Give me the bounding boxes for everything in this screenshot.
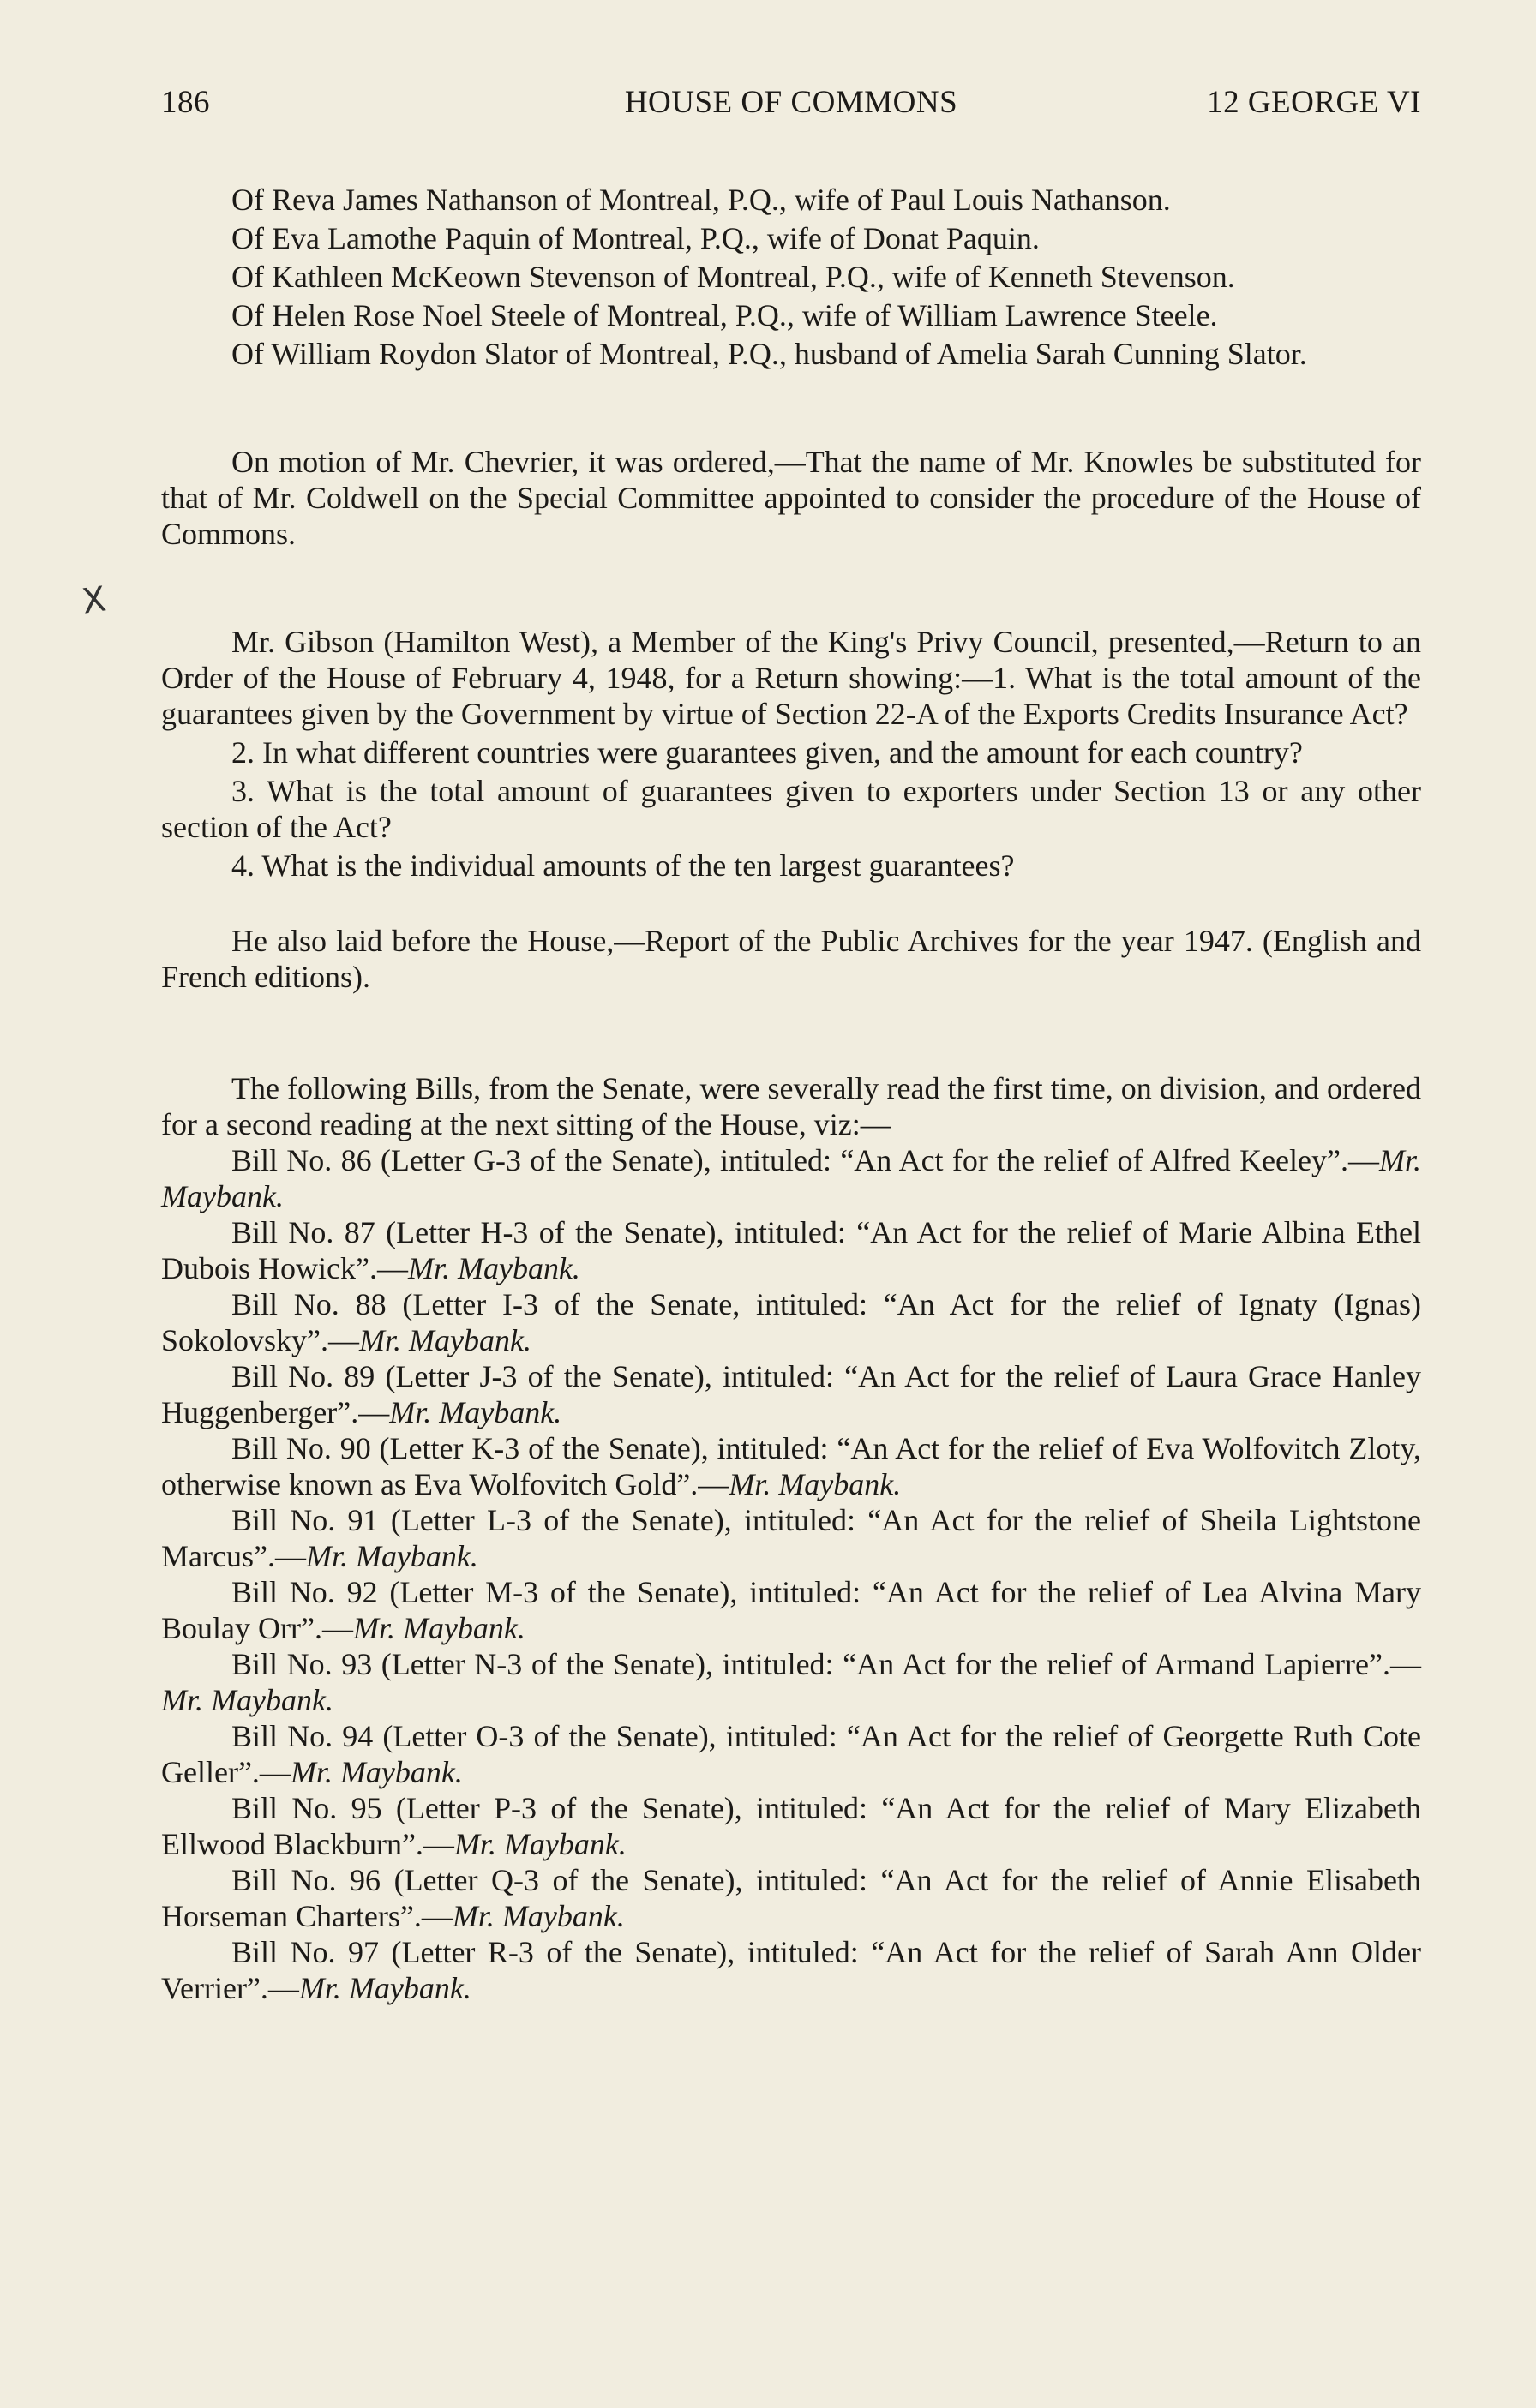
divorce-list — [161, 182, 1421, 372]
bill-text: Bill No. 96 (Letter Q-3 of the Senate), intituled: “An Act for the relief of Annie Elisabeth Horseman Charters”.— — [161, 1863, 1421, 1933]
bill-text: Bill No. 89 (Letter J-3 of the Senate), intituled: “An Act for the relief of Laura Grace Hanley Huggenberger”.— — [161, 1359, 1421, 1429]
bill-text: Bill No. 90 (Letter K-3 of the Senate), intituled: “An Act for the relief of Eva Wolfovitch Zloty, otherwise known as Eva Wolfovitch Gold”.— — [161, 1431, 1421, 1501]
bill-sponsor: Mr. Maybank. — [407, 1251, 580, 1285]
divorce-entry: Of Eva Lamothe Paquin of Montreal, P.Q., wife of Donat Paquin. — [231, 221, 1040, 255]
motion-paragraph: On motion of Mr. Chevrier, it was ordered,—That the name of Mr. Knowles be substituted for that of Mr. Coldwell on the Special Committee appointed to consider the procedure of the House of Commons. — [161, 445, 1421, 551]
page-number: 186 — [161, 85, 210, 120]
bill-sponsor: Mr. Maybank. — [290, 1755, 463, 1789]
bill-entry — [161, 1214, 1421, 1286]
divorce-entry: Of Reva James Nathanson of Montreal, P.Q., wife of Paul Louis Nathanson. — [231, 183, 1171, 217]
bill-text: Bill No. 91 (Letter L-3 of the Senate), intituled: “An Act for the relief of Sheila Lightstone Marcus”.— — [161, 1503, 1421, 1573]
bill-sponsor: Mr. Maybank. — [729, 1467, 902, 1501]
bill-entry — [161, 1934, 1421, 2006]
bill-entry — [161, 1646, 1421, 1718]
bill-entry — [161, 1718, 1421, 1790]
divorce-entry: Of Kathleen McKeown Stevenson of Montreal, P.Q., wife of Kenneth Stevenson. — [231, 260, 1235, 294]
archives-report: He also laid before the House,—Report of the Public Archives for the year 1947. (English and French editions). — [161, 924, 1421, 994]
return-section — [161, 624, 1421, 884]
bill-entry — [161, 1142, 1421, 1214]
archives-section — [161, 923, 1421, 995]
bill-entry — [161, 1790, 1421, 1862]
bill-text: Bill No. 97 (Letter R-3 of the Senate), intituled: “An Act for the relief of Sarah Ann Older Verrier”.— — [161, 1935, 1421, 2005]
running-title: HOUSE OF COMMONS — [624, 85, 958, 120]
bill-sponsor: Mr. Maybank. — [298, 1971, 471, 2005]
bill-text: Bill No. 88 (Letter I-3 of the Senate, intituled: “An Act for the relief of Ignaty (Ignas) Sokolovsky”.— — [161, 1287, 1421, 1357]
bill-text: Bill No. 87 (Letter H-3 of the Senate), intituled: “An Act for the relief of Marie Albina Ethel Dubois Howick”.— — [161, 1215, 1421, 1285]
return-question: 2. In what different countries were guarantees given, and the amount for each country? — [231, 735, 1303, 770]
divorce-entry: Of Helen Rose Noel Steele of Montreal, P.Q., wife of William Lawrence Steele. — [231, 298, 1218, 332]
bill-sponsor: Mr. Maybank. — [161, 1683, 333, 1717]
bill-text: Bill No. 94 (Letter O-3 of the Senate), intituled: “An Act for the relief of Georgette Ruth Cote Geller”.— — [161, 1719, 1421, 1789]
bill-sponsor: Mr. Maybank. — [305, 1539, 478, 1573]
bill-sponsor: Mr. Maybank. — [389, 1395, 562, 1429]
bill-entry — [161, 1430, 1421, 1502]
page-body — [161, 182, 1421, 2006]
session-label: 12 GEORGE VI — [1207, 85, 1421, 120]
divorce-entry: Of William Roydon Slator of Montreal, P.Q., husband of Amelia Sarah Cunning Slator. — [231, 337, 1307, 371]
page-header — [161, 84, 1421, 135]
bill-sponsor: Mr. Maybank. — [352, 1611, 525, 1645]
bill-entry — [161, 1286, 1421, 1358]
return-question: 3. What is the total amount of guarantees given to exporters under Section 13 or any other section of the Act? — [161, 774, 1421, 844]
motion-section — [161, 444, 1421, 552]
bill-entry — [161, 1574, 1421, 1646]
bill-text: Bill No. 86 (Letter G-3 of the Senate), intituled: “An Act for the relief of Alfred Keeley”.— — [231, 1143, 1379, 1177]
bills-section — [161, 1070, 1421, 2006]
bill-entry — [161, 1502, 1421, 1574]
bill-text: Bill No. 93 (Letter N-3 of the Senate), intituled: “An Act for the relief of Armand Lapierre”.— — [231, 1647, 1421, 1681]
bill-sponsor: Mr. Maybank. — [359, 1323, 531, 1357]
handwritten-margin-mark: X — [79, 579, 109, 622]
bill-sponsor: Mr. Maybank. — [161, 1143, 1421, 1213]
bill-text: Bill No. 95 (Letter P-3 of the Senate), intituled: “An Act for the relief of Mary Elizabeth Ellwood Blackburn”.— — [161, 1791, 1421, 1861]
return-question: 4. What is the individual amounts of the ten largest guarantees? — [231, 848, 1015, 883]
bill-entry — [161, 1358, 1421, 1430]
return-intro: Mr. Gibson (Hamilton West), a Member of the King's Privy Council, presented,—Return to an Order of the House of February 4, 1948, for a Return showing:—1. What is the total amount of the guarantees given by the Government by virtue of Section 22-A of the Exports Credits Insurance Act? — [161, 625, 1421, 731]
bill-sponsor: Mr. Maybank. — [453, 1827, 627, 1861]
bills-intro: The following Bills, from the Senate, were severally read the first time, on division, and ordered for a second reading at the next sitting of the House, viz:— — [161, 1071, 1421, 1141]
bill-sponsor: Mr. Maybank. — [452, 1899, 625, 1933]
bill-text: Bill No. 92 (Letter M-3 of the Senate), intituled: “An Act for the relief of Lea Alvina Mary Boulay Orr”.— — [161, 1575, 1421, 1645]
bill-entry — [161, 1862, 1421, 1934]
